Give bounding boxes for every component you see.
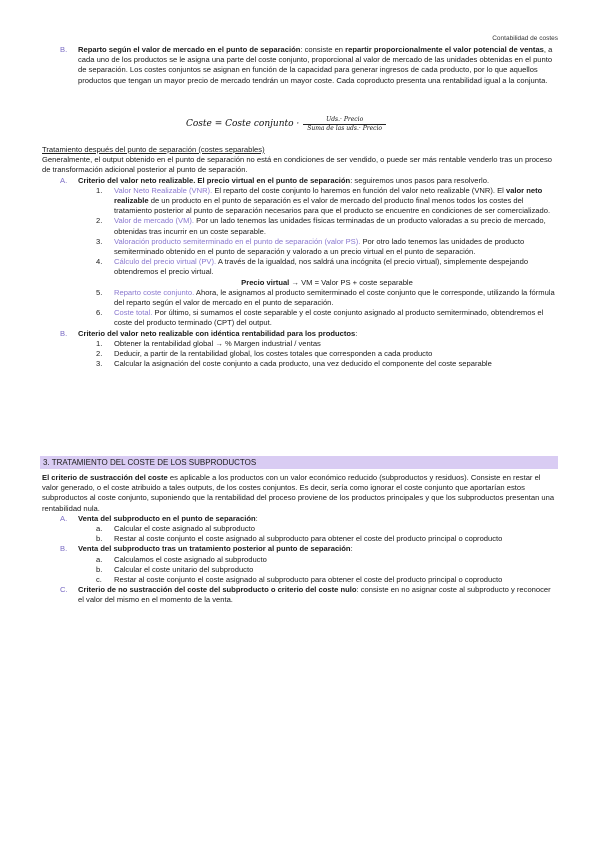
criterion-a-vnr: A. Criterio del valor neto realizable. El precio virtual en el punto de separación: seguiremos unos pasos para resolverlo. bbox=[60, 175, 490, 185]
profitability-steps bbox=[42, 339, 558, 370]
list-item: b. Restar al coste conjunto el coste asignado al subproducto para obtener el coste del producto principal o coproducto bbox=[96, 534, 503, 544]
section-3-title: 3. TRATAMIENTO DEL COSTE DE LOS SUBPRODUCTOS bbox=[40, 456, 558, 469]
tratamiento-heading: Tratamiento después del punto de separación (costes separables) bbox=[42, 145, 265, 154]
formula-fraction bbox=[303, 116, 386, 133]
virtual-price-equation: Precio virtual → VM = Valor PS + coste separable bbox=[241, 277, 413, 287]
criterion-b-market-value bbox=[42, 45, 558, 86]
tratamiento-section bbox=[42, 145, 558, 369]
list-item: 4. Cálculo del precio virtual (PV). A través de la igualdad, nos saldrá una incógnita (el precio virtual), simplemente despejando obtendremos el precio virtual. bbox=[96, 257, 529, 277]
subproduct-b-items bbox=[42, 555, 558, 586]
formula-lhs: Coste = Coste conjunto · bbox=[186, 119, 300, 130]
tratamiento-intro: Generalmente, el output obtenido en el punto de separación no está en condiciones de ser vendido, o puede ser más rentable venderlo tras un proceso de transformación adicional posterior al punto de separación. bbox=[42, 155, 552, 175]
list-letter: B. bbox=[60, 45, 68, 54]
criterion-b-text: Reparto según el valor de mercado en el punto de separación: consiste en repartir proporcionalmente el valor potencial de ventas, a cada uno de los productos se le asigna una parte del coste conjunto, proporcional al valor de mercado de las unidades obtenidas en el punto de separación. Los costes conjuntos se asignan en función de la capacidad para generar ingresos de cada producto, por lo que aquellos productos que tengan un mayor precio de mercado tendrán un mayor coste. Cada coproducto presenta una rentabilidad igual a la conjunta. bbox=[78, 45, 553, 85]
list-item: c. Restar al coste conjunto el coste asignado al subproducto para obtener el coste del producto principal o coproducto bbox=[96, 575, 503, 585]
list-item: a. Calcular el coste asignado al subproducto bbox=[96, 524, 255, 534]
list-item: 2. Deducir, a partir de la rentabilidad global, los costes totales que corresponden a cada producto bbox=[96, 349, 433, 359]
subproduct-c: C. Criterio de no sustracción del coste del subproducto o criterio del coste nulo: consiste en no asignar coste al subproducto y reconocer el valor del mismo en el momento de la venta. bbox=[60, 585, 551, 605]
vnr-steps bbox=[42, 186, 558, 329]
list-item: 5. Reparto coste conjunto. Ahora, le asignamos al producto semiterminado el coste conjunto que le corresponde, utilizando la fórmula del reparto según el valor de mercado en el punto de separación. bbox=[96, 287, 555, 308]
list-item: a. Calculamos el coste asignado al subproducto bbox=[96, 554, 267, 564]
list-letter: B. bbox=[60, 544, 68, 554]
formula-denominator: Suma de las uds.· Precio bbox=[303, 124, 386, 133]
list-letter: A. bbox=[60, 175, 68, 185]
list-item: 3. Valoración producto semiterminado en el punto de separación (valor PS). Por otro lado tenemos las unidades de producto semiterminado obtenido en el punto de separación y valorado a un precio virtual en el punto de separación. bbox=[96, 236, 525, 257]
subproduct-a: A. Venta del subproducto en el punto de separación: bbox=[60, 513, 258, 523]
list-letter: C. bbox=[60, 585, 68, 595]
list-item: 6. Coste total. Por último, si sumamos el coste separable y el coste conjunto asignado al producto semiterminado, obtendremos el coste del producto terminado (CPT) del output. bbox=[96, 308, 544, 328]
list-item: 2. Valor de mercado (VM). Por un lado tenemos las unidades físicas terminadas de un producto valoradas a su precio de mercado, obtenidas tras incurrir en un coste separable. bbox=[96, 216, 546, 236]
list-letter: A. bbox=[60, 513, 68, 523]
page-header: Contabilidad de costes bbox=[492, 35, 558, 42]
criterion-b-identical-profitability: B. Criterio del valor neto realizable con idéntica rentabilidad para los productos: bbox=[60, 328, 358, 338]
section-3-intro: El criterio de sustracción del coste es aplicable a los productos con un valor económico reducido (subproductos y residuos). Consiste en restar el valor generado, o el coste atribuido a tales outputs, de los costes conjuntos. Es decir, sería como ignorar el coste conjunto que aportarían estos subproductos al coste conjunto, suponiendo que la rentabilidad del proceso proviene de los productos principales y que los subproductos presentan una rentabilidad nula. bbox=[42, 473, 555, 513]
subproduct-b: B. Venta del subproducto tras un tratamiento posterior al punto de separación: bbox=[60, 544, 353, 554]
joint-cost-formula bbox=[186, 116, 386, 133]
list-item: b. Calcular el coste unitario del subproducto bbox=[96, 564, 254, 574]
section-3-body bbox=[42, 473, 558, 606]
list-letter: B. bbox=[60, 328, 68, 338]
list-item: 3. Calcular la asignación del coste conjunto a cada producto, una vez deducido el componente del coste separable bbox=[96, 359, 492, 369]
formula-numerator: Uds.· Precio bbox=[326, 116, 364, 123]
list-item: 1. Valor Neto Realizable (VNR). El reparto del coste conjunto lo haremos en función del valor neto realizable (VNR). El valor neto realizable de un producto en el punto de separación es el valor de mercado del producto final menos todos los costes del tratamiento posterior al punto de separación necesarios para que el producto se encuentre en condiciones de ser comercializado. bbox=[96, 185, 551, 216]
list-item: 1. Obtener la rentabilidad global → % Margen industrial / ventas bbox=[96, 338, 321, 348]
subproduct-a-items bbox=[42, 524, 558, 544]
